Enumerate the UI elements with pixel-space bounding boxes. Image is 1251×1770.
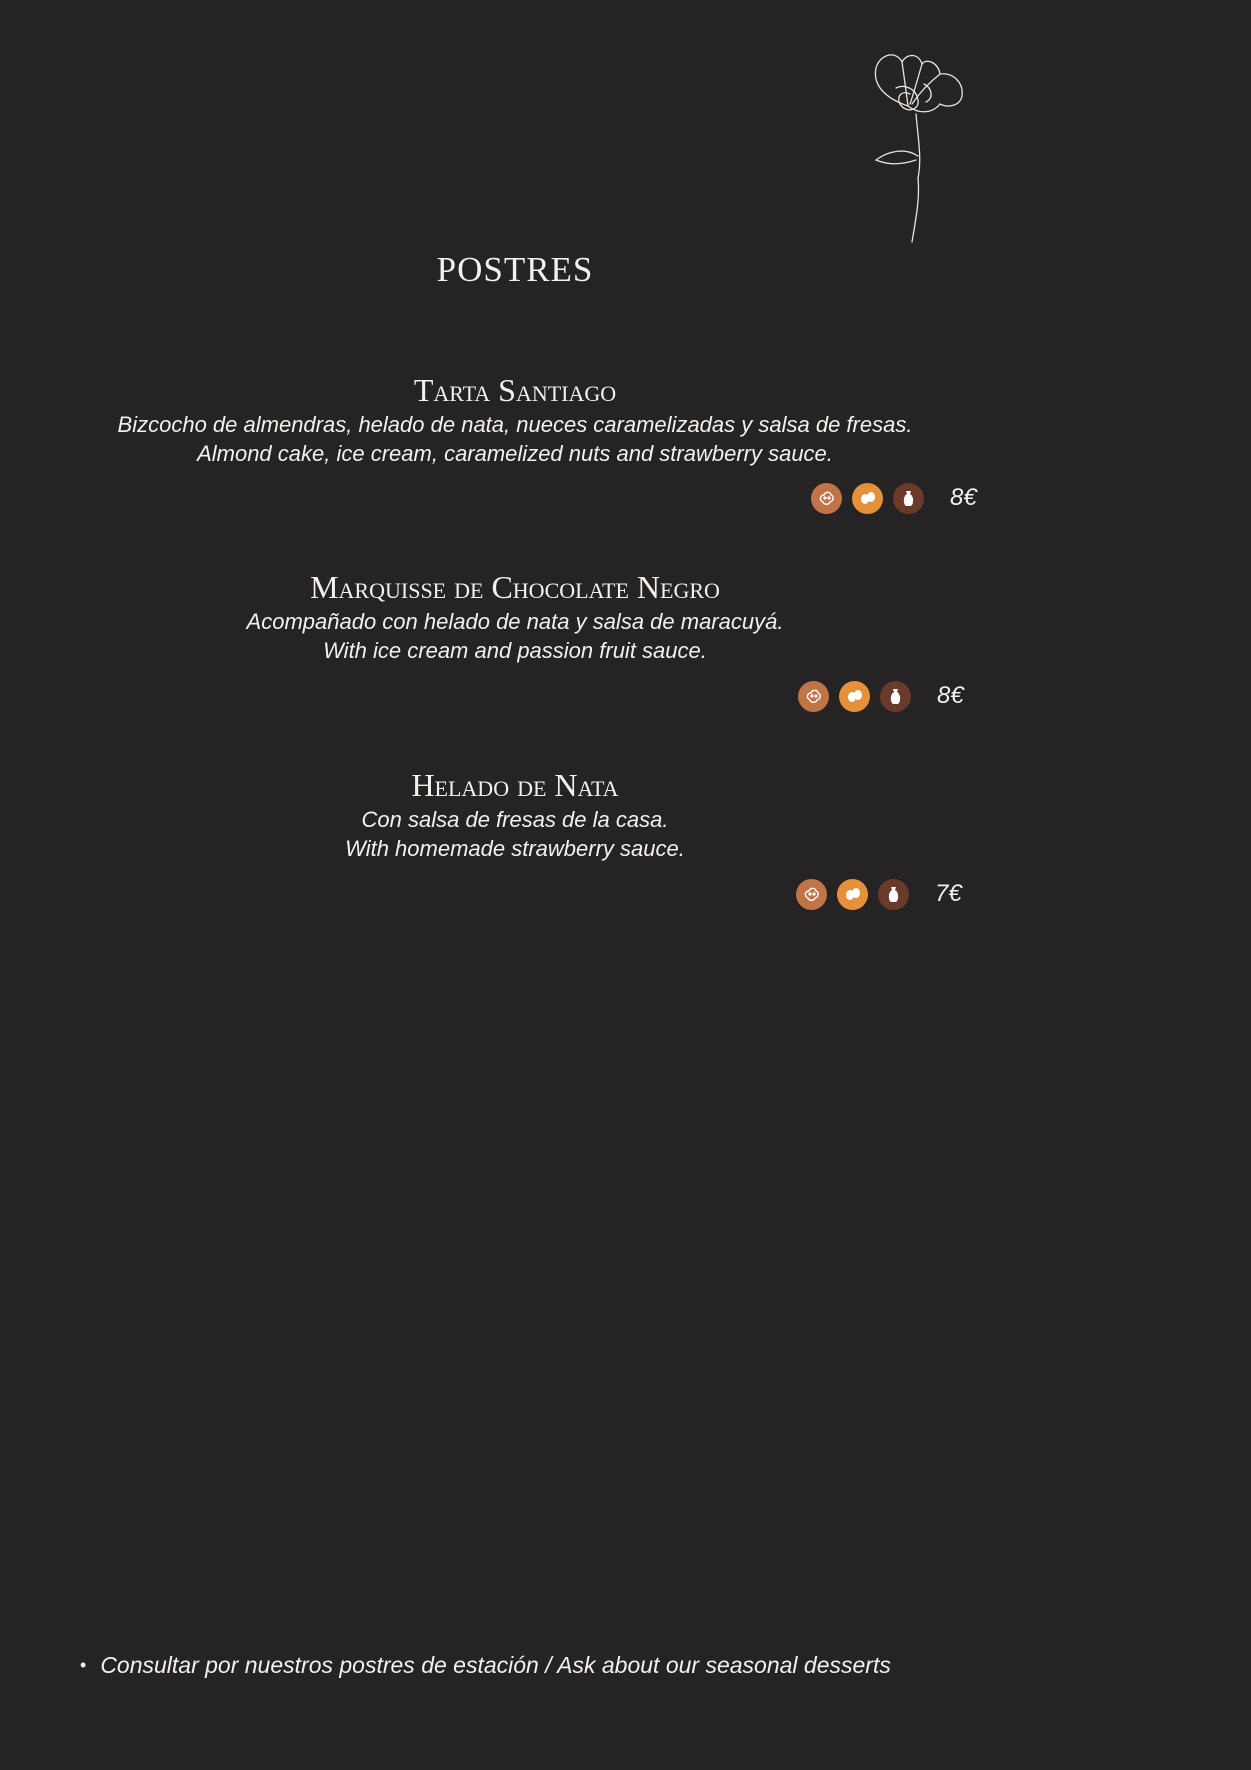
menu-item bbox=[0, 370, 1030, 468]
peanut-icon bbox=[811, 483, 842, 514]
milk-jug-icon bbox=[880, 681, 911, 712]
item-meta bbox=[811, 482, 977, 514]
footnote bbox=[80, 1652, 891, 1679]
bullet: • bbox=[80, 1655, 87, 1675]
item-description-es: Con salsa de fresas de la casa. bbox=[361, 807, 669, 832]
peanut-icon bbox=[798, 681, 829, 712]
footnote-text: Consultar por nuestros postres de estación / Ask about our seasonal desserts bbox=[100, 1652, 891, 1678]
item-name: Marquisse de Chocolate Negro bbox=[310, 569, 720, 605]
flower-illustration bbox=[860, 48, 970, 244]
item-price: 7€ bbox=[935, 880, 962, 907]
item-name: Tarta Santiago bbox=[413, 372, 617, 408]
item-description-en: With homemade strawberry sauce. bbox=[345, 836, 685, 861]
item-meta bbox=[796, 878, 962, 910]
peanut-icon bbox=[796, 879, 827, 910]
milk-jug-icon bbox=[878, 879, 909, 910]
item-description-es: Bizcocho de almendras, helado de nata, nueces caramelizadas y salsa de fresas. bbox=[117, 412, 913, 437]
item-description-en: Almond cake, ice cream, caramelized nuts and strawberry sauce. bbox=[197, 441, 833, 466]
item-name: Helado de Nata bbox=[411, 767, 619, 803]
item-description-es: Acompañado con helado de nata y salsa de maracuyá. bbox=[246, 609, 784, 634]
section-title: POSTRES bbox=[436, 250, 594, 289]
nuts-icon bbox=[852, 483, 883, 514]
item-description-en: With ice cream and passion fruit sauce. bbox=[323, 638, 707, 663]
nuts-icon bbox=[837, 879, 868, 910]
menu-item bbox=[0, 765, 1030, 863]
milk-jug-icon bbox=[893, 483, 924, 514]
item-price: 8€ bbox=[937, 682, 964, 709]
menu-item bbox=[0, 567, 1030, 665]
item-price: 8€ bbox=[950, 484, 977, 511]
item-meta bbox=[798, 680, 964, 712]
nuts-icon bbox=[839, 681, 870, 712]
